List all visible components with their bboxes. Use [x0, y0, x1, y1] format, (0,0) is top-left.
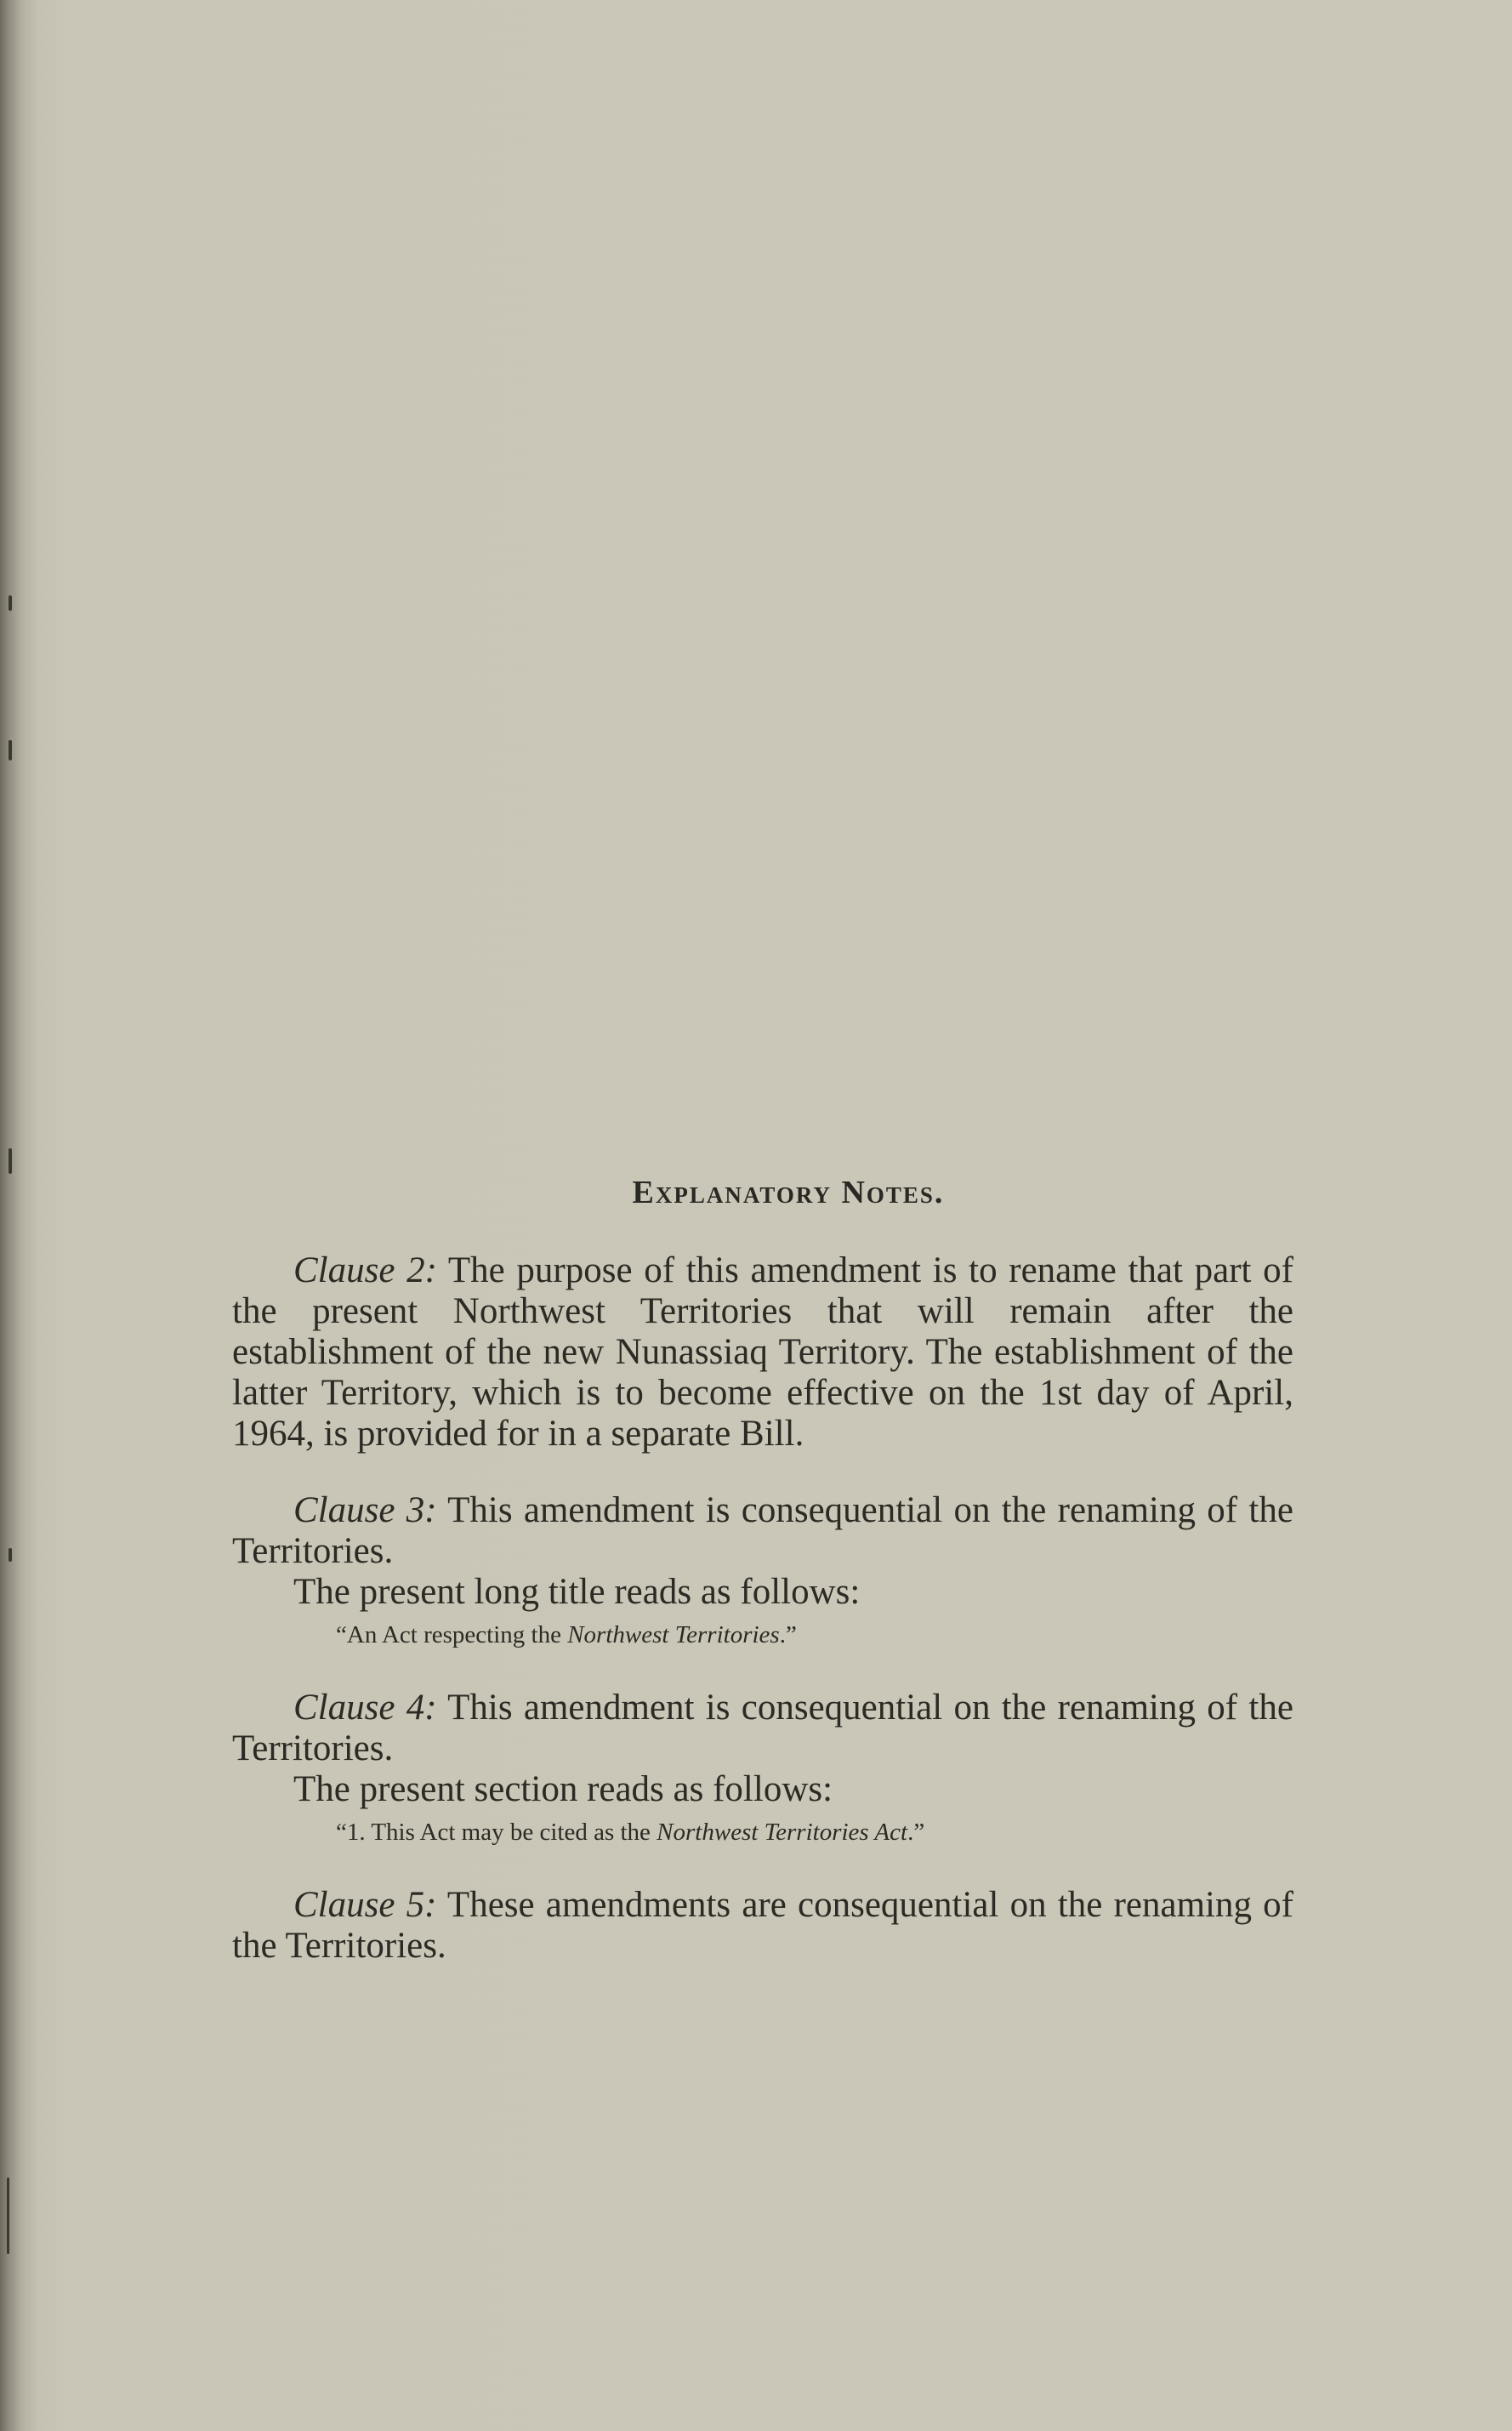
clause-3-paragraph: [232, 1490, 1293, 1572]
clause-4-note: [232, 1688, 1293, 1849]
clause-4-text: This amendment is consequential on the renaming of the Territories.: [232, 1688, 1293, 1768]
clause-4-intro: The present section reads as follows:: [293, 1769, 833, 1809]
clause-4-paragraph: [232, 1688, 1293, 1769]
clause-3-label: Clause 3:: [293, 1490, 437, 1530]
clause-3-note: [232, 1490, 1293, 1652]
clause-5-note: [232, 1885, 1293, 1967]
clause-5-paragraph: [232, 1885, 1293, 1967]
clause-4-quote: “1. This Act may be cited as the Northwest Territories Act.”: [336, 1819, 925, 1846]
clause-2-note: [232, 1250, 1293, 1455]
clause-2-paragraph: [232, 1250, 1293, 1455]
clause-5-label: Clause 5:: [293, 1885, 437, 1925]
clause-5-text: These amendments are consequential on the renaming of the Territories.: [232, 1885, 1293, 1966]
clause-3-intro: The present long title reads as follows:: [293, 1572, 861, 1612]
clause-2-text: The purpose of this amendment is to rename that part of the present Northwest Territories that will remain after the establishment of the new Nunassiaq Territory. The establishment of the latter Territory, which is to become effective on the 1st day of April, 1964, is provided for in a separate Bill.: [232, 1250, 1293, 1454]
binding-edge: [0, 0, 34, 2431]
clause-2-label: Clause 2:: [293, 1250, 437, 1290]
clause-3-quote: “An Act respecting the Northwest Territories.”: [336, 1621, 797, 1648]
clause-4-label: Clause 4:: [293, 1688, 437, 1728]
explanatory-notes: [232, 1174, 1293, 2002]
clause-3-text: This amendment is consequential on the renaming of the Territories.: [232, 1490, 1293, 1571]
notes-heading: Explanatory Notes.: [632, 1175, 945, 1210]
